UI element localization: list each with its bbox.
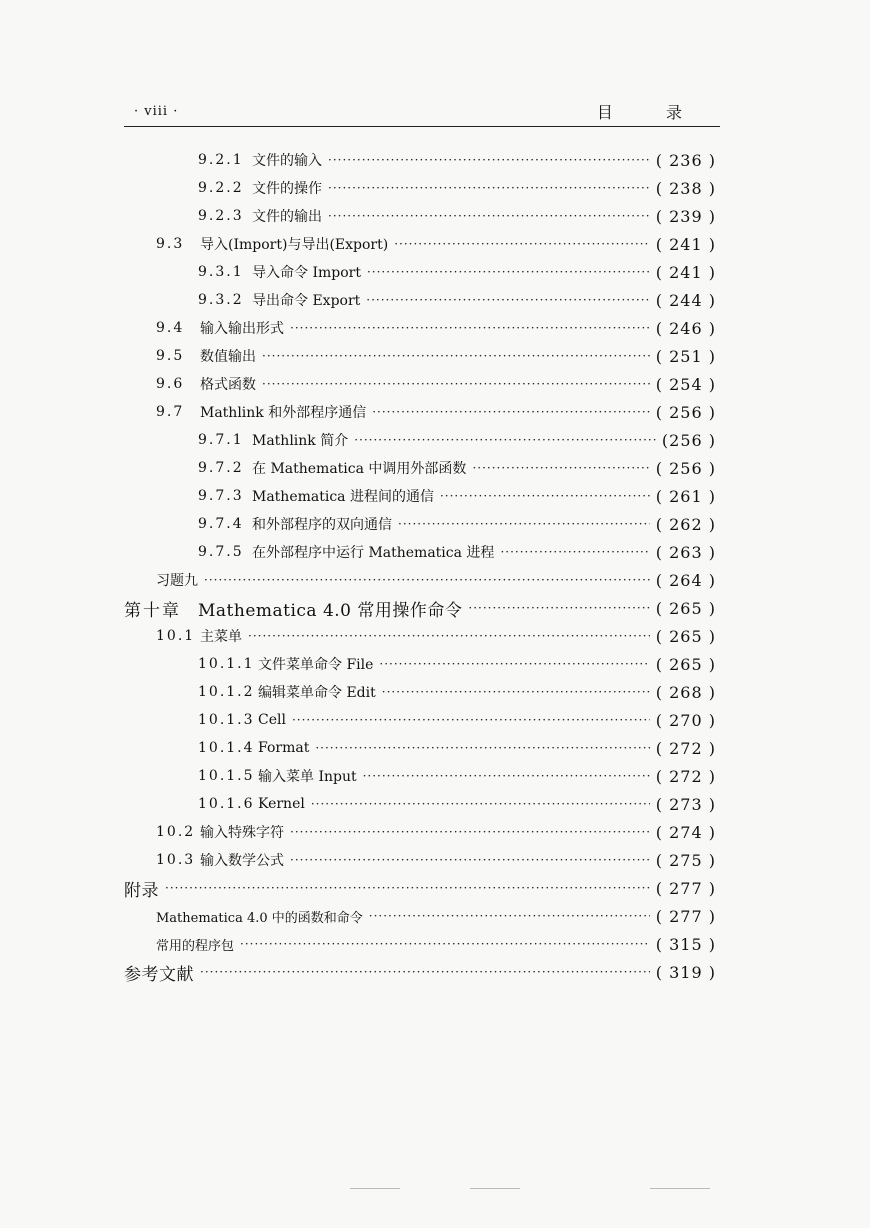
toc-entry-page: ( 262 )	[655, 514, 716, 534]
toc-entry-page: ( 263 )	[655, 542, 716, 562]
toc-entry[interactable]	[198, 146, 716, 174]
running-title: 目 录	[596, 103, 706, 122]
dot-leader	[394, 236, 650, 252]
toc-entry-number: 10.1.1	[198, 656, 255, 672]
toc-entry-title: 文件菜单命令 File	[258, 657, 374, 673]
toc-entry[interactable]	[156, 930, 716, 958]
toc-entry-page: ( 272 )	[655, 738, 716, 758]
toc-entry-number: 10.1.2	[198, 684, 255, 700]
toc-entry[interactable]	[156, 818, 716, 846]
dot-leader	[369, 908, 650, 924]
dot-leader	[379, 656, 649, 672]
toc-entry-page: ( 319 )	[655, 962, 716, 982]
toc-entry-page: ( 238 )	[655, 178, 716, 198]
dot-leader	[204, 572, 650, 588]
toc-entry-page: ( 268 )	[655, 682, 716, 702]
toc-entry-number: 9.7.5	[198, 544, 244, 560]
dot-leader	[262, 348, 650, 364]
toc-entry-title: 输入输出形式	[200, 321, 284, 337]
toc-entry[interactable]	[198, 706, 716, 734]
toc-entry[interactable]	[198, 510, 716, 538]
toc-entry[interactable]	[156, 230, 716, 258]
page-header	[124, 96, 720, 127]
toc-entry-page: ( 236 )	[655, 150, 716, 170]
toc-entry-page: (256 )	[661, 430, 716, 450]
toc-entry-number: 10.2	[156, 824, 196, 840]
toc-entry-title: Mathematica 进程间的通信	[252, 489, 434, 505]
scan-artifact	[650, 1188, 710, 1189]
toc-entry-page: ( 246 )	[655, 318, 716, 338]
toc-entry-page: ( 265 )	[655, 626, 716, 646]
toc-entry-number: 10.1.4	[198, 740, 255, 756]
dot-leader	[468, 600, 649, 616]
toc-entry-page: ( 256 )	[655, 402, 716, 422]
toc-entry-page: ( 244 )	[655, 290, 716, 310]
toc-entry-page: ( 251 )	[655, 346, 716, 366]
toc-entry-number: 9.3.1	[198, 264, 244, 280]
toc-entry-title: 文件的输入	[252, 153, 322, 169]
toc-entry-title: Kernel	[258, 796, 305, 812]
dot-leader	[311, 796, 650, 812]
dot-leader	[328, 180, 650, 196]
toc-entry[interactable]	[198, 286, 716, 314]
toc-entry-title: 文件的操作	[252, 181, 322, 197]
toc-entry-number: 9.6	[156, 376, 185, 392]
toc-entry-page: ( 265 )	[655, 598, 716, 618]
toc-entry-number: 9.7.3	[198, 488, 244, 504]
dot-leader	[200, 964, 650, 980]
dot-leader	[262, 376, 650, 392]
toc-entry-title: 导入(Import)与导出(Export)	[200, 237, 389, 253]
toc-entry[interactable]	[156, 566, 716, 594]
toc-entry-title: 导入命令 Import	[252, 265, 361, 281]
dot-leader	[328, 152, 650, 168]
toc-entry[interactable]	[198, 482, 716, 510]
toc-entry[interactable]	[124, 958, 716, 986]
toc-entry-title: 和外部程序的双向通信	[252, 517, 392, 533]
toc-entry-page: ( 273 )	[655, 794, 716, 814]
dot-leader	[382, 684, 650, 700]
toc-entry[interactable]	[198, 454, 716, 482]
toc-entry[interactable]	[156, 370, 716, 398]
toc-entry[interactable]	[198, 202, 716, 230]
toc-entry-title: 在外部程序中运行 Mathematica 进程	[252, 545, 495, 561]
toc-entry[interactable]	[156, 902, 716, 930]
toc-entry-title: 输入菜单 Input	[258, 769, 357, 785]
toc-entry-title: 参考文献	[124, 964, 194, 985]
toc-entry-title: 在 Mathematica 中调用外部函数	[252, 461, 467, 477]
toc-entry[interactable]	[156, 846, 716, 874]
toc-entry-page: ( 264 )	[655, 570, 716, 590]
toc-entry-page: ( 274 )	[655, 822, 716, 842]
toc-entry-page: ( 315 )	[655, 934, 716, 954]
toc-entry-page: ( 265 )	[655, 654, 716, 674]
toc-entry-page: ( 241 )	[655, 234, 716, 254]
scan-artifact	[470, 1188, 520, 1189]
toc-entry-page: ( 241 )	[655, 262, 716, 282]
toc-entry[interactable]	[156, 314, 716, 342]
toc-entry-title: 文件的输出	[252, 209, 322, 225]
toc-entry-title: 输入特殊字符	[200, 825, 284, 841]
toc-entry[interactable]	[198, 538, 716, 566]
toc-entry-title: 主菜单	[200, 629, 242, 645]
dot-leader	[315, 740, 649, 756]
toc-entry-title: Mathlink 简介	[252, 433, 349, 449]
toc-entry-number: 9.5	[156, 348, 185, 364]
toc-entry[interactable]	[198, 426, 716, 454]
toc-entry-number: 9.2.1	[198, 152, 244, 168]
toc-entry[interactable]	[198, 734, 716, 762]
dot-leader	[398, 516, 650, 532]
toc-entry-number: 9.3.2	[198, 292, 244, 308]
toc-entry[interactable]	[198, 650, 716, 678]
toc-entry-number: 10.1.6	[198, 796, 255, 812]
toc-entry-title: 格式函数	[200, 377, 256, 393]
toc-entry-number: 9.7	[156, 404, 185, 420]
dot-leader	[328, 208, 650, 224]
dot-leader	[366, 292, 650, 308]
dot-leader	[240, 936, 650, 952]
dot-leader	[290, 320, 650, 336]
toc-entry-title: Mathematica 4.0 常用操作命令	[198, 600, 463, 621]
scan-artifact	[350, 1188, 400, 1189]
toc-entry[interactable]	[198, 258, 716, 286]
dot-leader	[248, 628, 650, 644]
dot-leader	[500, 544, 649, 560]
toc-entry-number: 9.2.2	[198, 180, 244, 196]
toc-entry[interactable]	[198, 762, 716, 790]
toc-entry-page: ( 254 )	[655, 374, 716, 394]
toc-entry-title: 附录	[124, 880, 159, 901]
toc-entry-title: Cell	[258, 712, 286, 728]
toc-entry-page: ( 272 )	[655, 766, 716, 786]
toc-entry[interactable]	[156, 398, 716, 426]
toc-entry-number: 9.4	[156, 320, 185, 336]
toc-entry-number: 10.1	[156, 628, 196, 644]
toc-entry[interactable]	[198, 790, 716, 818]
toc-entry-page: ( 239 )	[655, 206, 716, 226]
toc-entry-number: 10.1.5	[198, 768, 255, 784]
toc-entry-title: Mathematica 4.0 中的函数和命令	[156, 910, 363, 926]
toc-entry-number: 10.1.3	[198, 712, 255, 728]
toc-entry-title: 编辑菜单命令 Edit	[258, 685, 376, 701]
toc-entry-number: 9.7.4	[198, 516, 244, 532]
toc-entry-number: 9.2.3	[198, 208, 244, 224]
toc-entry[interactable]	[124, 594, 716, 622]
toc-entry-number: 9.7.1	[198, 432, 244, 448]
toc-entry[interactable]	[198, 174, 716, 202]
toc-entry[interactable]	[198, 678, 716, 706]
toc-entry-page: ( 256 )	[655, 458, 716, 478]
toc-entry-title: 导出命令 Export	[252, 293, 361, 309]
page-number: · viii ·	[134, 104, 179, 119]
toc-entry-page: ( 261 )	[655, 486, 716, 506]
toc-entry-number: 9.3	[156, 236, 185, 252]
toc-entry[interactable]	[124, 874, 716, 902]
toc-entry-title: 输入数学公式	[200, 853, 284, 869]
toc-entry-page: ( 275 )	[655, 850, 716, 870]
dot-leader	[292, 712, 650, 728]
toc-entry[interactable]	[156, 622, 716, 650]
toc-entry-number: 10.3	[156, 852, 196, 868]
dot-leader	[165, 880, 650, 896]
toc-entry-title: 数值输出	[200, 349, 256, 365]
dot-leader	[354, 432, 656, 448]
toc-entry[interactable]	[156, 342, 716, 370]
dot-leader	[290, 852, 650, 868]
dot-leader	[440, 488, 650, 504]
toc-entry-title: Mathlink 和外部程序通信	[200, 405, 367, 421]
dot-leader	[372, 404, 650, 420]
toc-entry-title: Format	[258, 740, 310, 756]
dot-leader	[290, 824, 650, 840]
toc-entry-title: 习题九	[156, 573, 198, 589]
dot-leader	[472, 460, 649, 476]
toc-entry-page: ( 270 )	[655, 710, 716, 730]
dot-leader	[363, 768, 650, 784]
toc-entry-page: ( 277 )	[655, 878, 716, 898]
dot-leader	[367, 264, 650, 280]
toc-entry-page: ( 277 )	[655, 906, 716, 926]
toc-entry-title: 常用的程序包	[156, 938, 235, 954]
toc-entry-number: 第十章	[124, 600, 181, 621]
toc-entry-number: 9.7.2	[198, 460, 244, 476]
